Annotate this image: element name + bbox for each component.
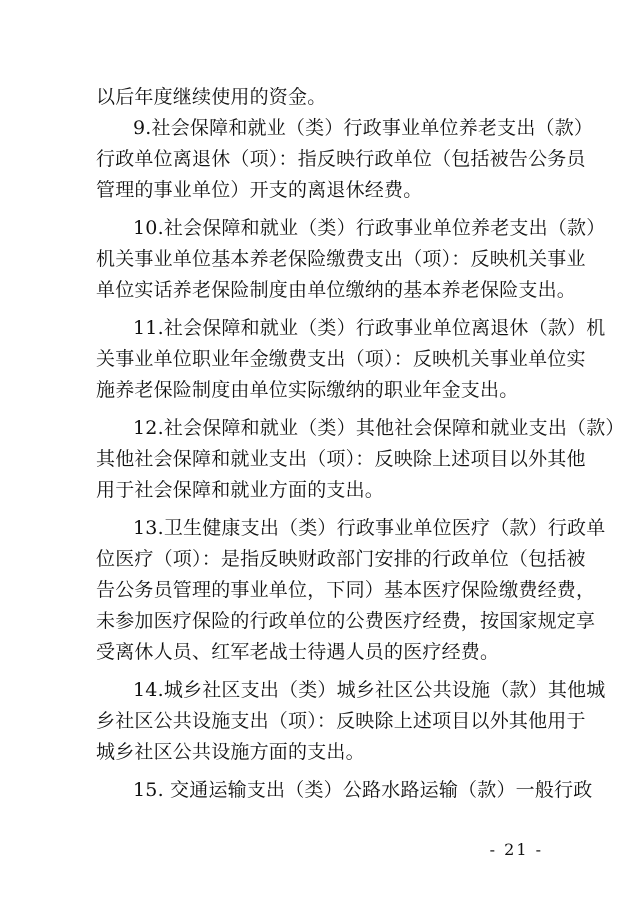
- text-line: 位医疗（项）：是指反映财政部门安排的行政单位（包括被: [96, 548, 586, 570]
- item-12-title-line: 12.社会保障和就业（类）其他社会保障和就业支出（款）: [133, 417, 625, 439]
- text-line: 单位实话养老保险制度由单位缴纳的基本养老保险支出。: [96, 279, 577, 301]
- text-line: 行政单位离退休（项）：指反映行政单位（包括被告公务员: [96, 148, 586, 170]
- item-14-title-line: 14.城乡社区支出（类）城乡社区公共设施（款）其他城: [133, 679, 606, 701]
- page-number: - 21 -: [489, 840, 543, 859]
- text-line: 未参加医疗保险的行政单位的公费医疗经费，按国家规定享: [96, 610, 596, 632]
- item-13-title-line: 13.卫生健康支出（类）行政事业单位医疗（款）行政单: [133, 517, 606, 539]
- item-11-title-line: 11.社会保障和就业（类）行政事业单位离退休（款）机: [133, 317, 606, 339]
- text-line: 受离休人员、红军老战士待遇人员的医疗经费。: [96, 641, 500, 663]
- item-9-title-line: 9.社会保障和就业（类）行政事业单位养老支出（款）: [133, 117, 594, 139]
- text-line: 机关事业单位基本养老保险缴费支出（项）：反映机关事业: [96, 248, 586, 270]
- text-line: 管理的事业单位）开支的离退休经费。: [96, 179, 423, 201]
- text-line: 其他社会保障和就业支出（项）：反映除上述项目以外其他: [96, 448, 586, 470]
- text-line: 城乡社区公共设施方面的支出。: [96, 741, 365, 763]
- text-line: 乡社区公共设施支出（项）：反映除上述项目以外其他用于: [96, 710, 586, 732]
- item-10-title-line: 10.社会保障和就业（类）行政事业单位养老支出（款）: [133, 217, 606, 239]
- text-line: 施养老保险制度由单位实际缴纳的职业年金支出。: [96, 379, 519, 401]
- item-15-title-line: 15. 交通运输支出（类）公路水路运输（款）一般行政: [133, 779, 593, 801]
- text-line: 以后年度继续使用的资金。: [96, 86, 327, 108]
- text-line: 用于社会保障和就业方面的支出。: [96, 479, 385, 501]
- text-line: 告公务员管理的事业单位，下同）基本医疗保险缴费经费，: [96, 579, 596, 601]
- text-line: 关事业单位职业年金缴费支出（项）：反映机关事业单位实: [96, 348, 586, 370]
